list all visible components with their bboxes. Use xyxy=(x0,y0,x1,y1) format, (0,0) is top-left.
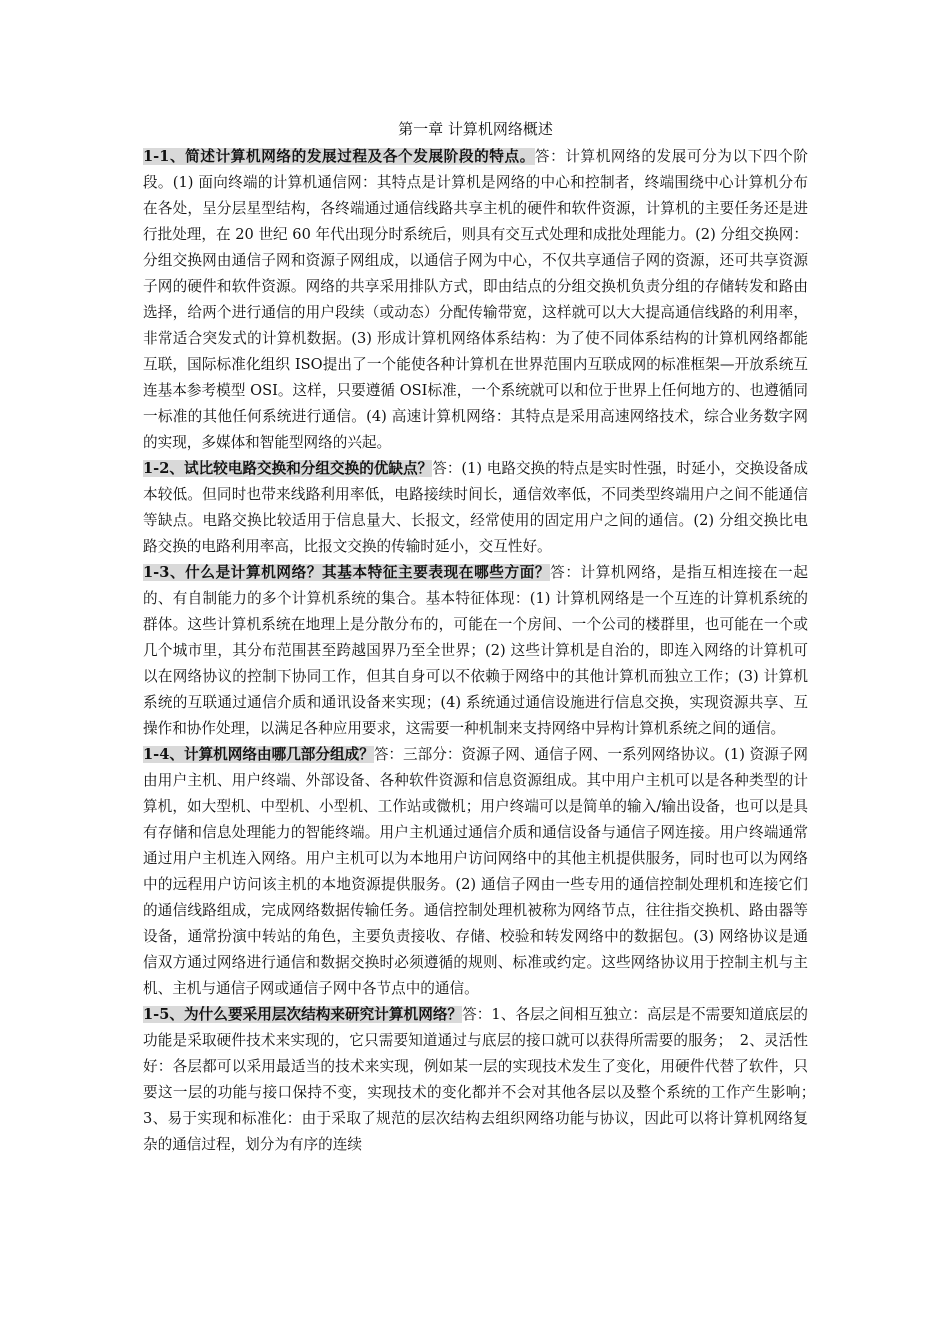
answer-1: 答：计算机网络的发展可分为以下四个阶段。(1) 面向终端的计算机通信网：其特点是计算机是网络的中心和控制者，终端围绕中心计算机分布在各处，呈分层星型结构，各终端通过通信线路共享主机的硬件和软件资源，计算机的主要任务还是进行批处理，在 20 世纪 60 年代出现分时系统后，则具有交互式处理和成批处理能力。(2) 分组交换网：分组交换网由通信子网和资源子网组成，以通信子网为中心，不仅共享通信子网的资源，还可共享资源子网的硬件和软件资源。网络的共享采用排队方式，即由结点的分组交换机负责分组的存储转发和路由选择，给两个进行通信的用户段续（或动态）分配传输带宽，这样就可以大大提高通信线路的利用率，非常适合突发式的计算机数据。(3) 形成计算机网络体系结构：为了使不同体系结构的计算机网络都能互联，国际标准化组织 ISO提出了一个能使各种计算机在世界范围内互联成网的标准框架—开放系统互连基本参考模型 OSI。这样，只要遵循 OSI标准，一个系统就可以和位于世界上任何地方的、也遵循同一标准的其他任何系统进行通信。(4) 高速计算机网络：其特点是采用高速网络技术，综合业务数字网的实现，多媒体和智能型网络的兴起。 xyxy=(143,148,808,451)
answer-5: 答：1、各层之间相互独立：高层是不需要知道底层的功能是采取硬件技术来实现的，它只需要知道通过与底层的接口就可以获得所需要的服务； 2、灵活性好：各层都可以采用最适当的技术来实现，例如某一层的实现技术发生了变化，用硬件代替了软件，只要这一层的功能与接口保持不变，实现技术的变化都并不会对其他各层以及整个系统的工作产生影响； 3、易于实现和标准化：由于采取了规范的层次结构去组织网络功能与协议，因此可以将计算机网络复杂的通信过程，划分为有序的连续 xyxy=(143,1006,823,1153)
answer-2: 答：(1) 电路交换的特点是实时性强，时延小，交换设备成本较低。但同时也带来线路利用率低，电路接续时间长，通信效率低，不同类型终端用户之间不能通信等缺点。电路交换比较适用于信息量大、长报文，经常使用的固定用户之间的通信。(2) 分组交换比电路交换的电路利用率高，比报文交换的传输时延小，交互性好。 xyxy=(143,460,808,555)
qa-item-5 xyxy=(143,1002,823,1158)
question-5: 1-5、为什么要采用层次结构来研究计算机网络？ xyxy=(143,1006,463,1023)
question-1: 1-1、简述计算机网络的发展过程及各个发展阶段的特点。 xyxy=(143,148,535,165)
document-page xyxy=(143,114,823,1158)
question-2: 1-2、试比较电路交换和分组交换的优缺点？ xyxy=(143,460,433,477)
question-3: 1-3、什么是计算机网络？其基本特征主要表现在哪些方面？ xyxy=(143,564,551,581)
answer-3: 答：计算机网络，是指互相连接在一起的、有自制能力的多个计算机系统的集合。基本特征体现：(1) 计算机网络是一个互连的计算机系统的群体。这些计算机系统在地理上是分散分布的，可能在一个房间、一个公司的楼群里，也可能在一个或几个城市里，其分布范围甚至跨越国界乃至全世界；(2) 这些计算机是自治的，即连入网络的计算机可以在网络协议的控制下协同工作，但其自身可以不依赖于网络中的其他计算机而独立工作；(3) 计算机系统的互联通过通信介质和通讯设备来实现；(4) 系统通过通信设施进行信息交换，实现资源共享、互操作和协作处理，以满足各种应用要求，这需要一种机制来支持网络中异构计算机系统之间的通信。 xyxy=(143,564,808,737)
answer-4: 答：三部分：资源子网、通信子网、一系列网络协议。(1) 资源子网由用户主机、用户终端、外部设备、各种软件资源和信息资源组成。其中用户主机可以是各种类型的计算机，如大型机、中型机、小型机、工作站或微机；用户终端可以是简单的输入/输出设备，也可以是具有存储和信息处理能力的智能终端。用户主机通过通信介质和通信设备与通信子网连接。用户终端通常通过用户主机连入网络。用户主机可以为本地用户访问网络中的其他主机提供服务，同时也可以为网络中的远程用户访问该主机的本地资源提供服务。(2) 通信子网由一些专用的通信控制处理机和连接它们的通信线路组成，完成网络数据传输任务。通信控制处理机被称为网络节点，往往指交换机、路由器等设备，通常扮演中转站的角色，主要负责接收、存储、校验和转发网络中的数据包。(3) 网络协议是通信双方通过网络进行通信和数据交换时必须遵循的规则、标准或约定。这些网络协议用于控制主机与主机、主机与通信子网或通信子网中各节点中的通信。 xyxy=(143,746,808,997)
qa-item-3 xyxy=(143,560,808,742)
chapter-title: 第一章 计算机网络概述 xyxy=(398,120,553,138)
question-4: 1-4、计算机网络由哪几部分组成？ xyxy=(143,746,374,763)
qa-item-4 xyxy=(143,742,808,1002)
qa-item-1 xyxy=(143,144,808,456)
qa-item-2 xyxy=(143,456,808,560)
